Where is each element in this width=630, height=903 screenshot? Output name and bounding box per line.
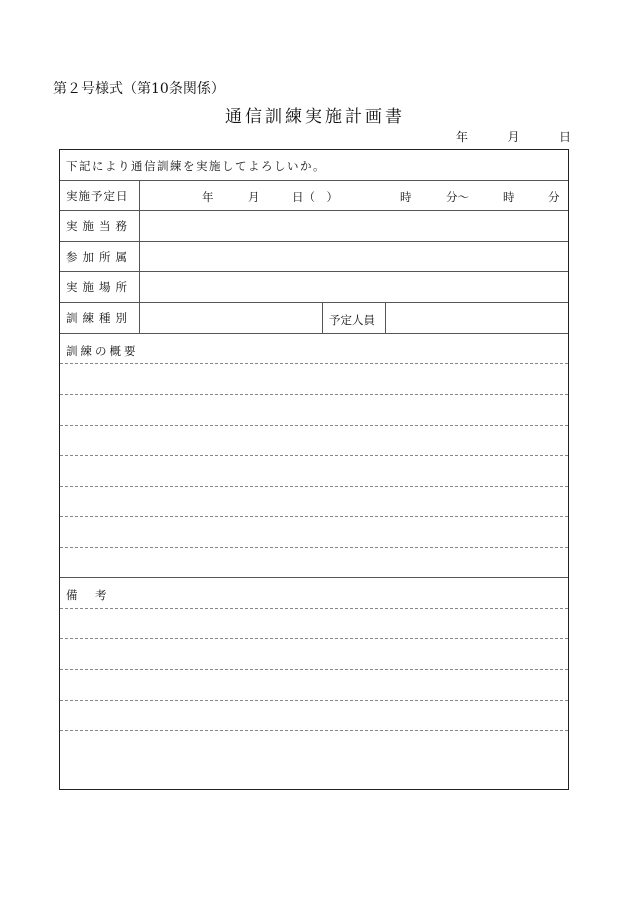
overview-line xyxy=(60,548,568,578)
document-date xyxy=(456,128,571,145)
schedule-row xyxy=(60,181,568,211)
place-row xyxy=(60,272,568,303)
unit-label: 参加所属 xyxy=(60,242,140,271)
remarks-line xyxy=(60,670,568,701)
duty-label: 実施当務 xyxy=(60,211,140,241)
training-type-label: 訓練種別 xyxy=(60,303,140,333)
remarks-label: 備 考 xyxy=(66,588,110,602)
schedule-day-weekday: 日（ ） xyxy=(292,190,338,204)
place-label: 実施場所 xyxy=(60,272,140,302)
remarks-line xyxy=(60,639,568,670)
intro-row xyxy=(60,150,568,181)
schedule-month: 月 xyxy=(248,190,260,204)
intro-text: 下記により通信訓練を実施してよろしいか。 xyxy=(66,159,326,173)
schedule-start-hour: 時 xyxy=(400,190,412,204)
overview-line xyxy=(60,364,568,395)
divider xyxy=(385,303,386,333)
schedule-year: 年 xyxy=(202,190,214,204)
duty-row xyxy=(60,211,568,242)
date-month-label: 月 xyxy=(507,130,520,144)
schedule-start-minute: 分〜 xyxy=(446,190,469,204)
overview-label: 訓練の概要 xyxy=(66,344,139,358)
overview-line xyxy=(60,487,568,517)
overview-line xyxy=(60,456,568,487)
remarks-row xyxy=(60,578,568,609)
training-plan-form xyxy=(59,149,569,790)
overview-line xyxy=(60,517,568,548)
overview-row xyxy=(60,334,568,364)
schedule-label: 実施予定日 xyxy=(60,181,140,210)
schedule-end-minute: 分 xyxy=(548,190,560,204)
overview-line xyxy=(60,395,568,426)
form-number: 第２号様式（第10条関係） xyxy=(53,81,225,97)
document-title: 通信訓練実施計画書 xyxy=(225,107,405,127)
planned-people-label: 予定人員 xyxy=(329,313,375,327)
date-year-label: 年 xyxy=(456,130,469,144)
remarks-line xyxy=(60,701,568,731)
remarks-line xyxy=(60,609,568,639)
divider xyxy=(322,303,323,333)
schedule-end-hour: 時 xyxy=(503,190,515,204)
remarks-line xyxy=(60,731,568,789)
overview-line xyxy=(60,426,568,456)
date-day-label: 日 xyxy=(558,130,571,144)
training-type-row xyxy=(60,303,568,334)
unit-row xyxy=(60,242,568,272)
